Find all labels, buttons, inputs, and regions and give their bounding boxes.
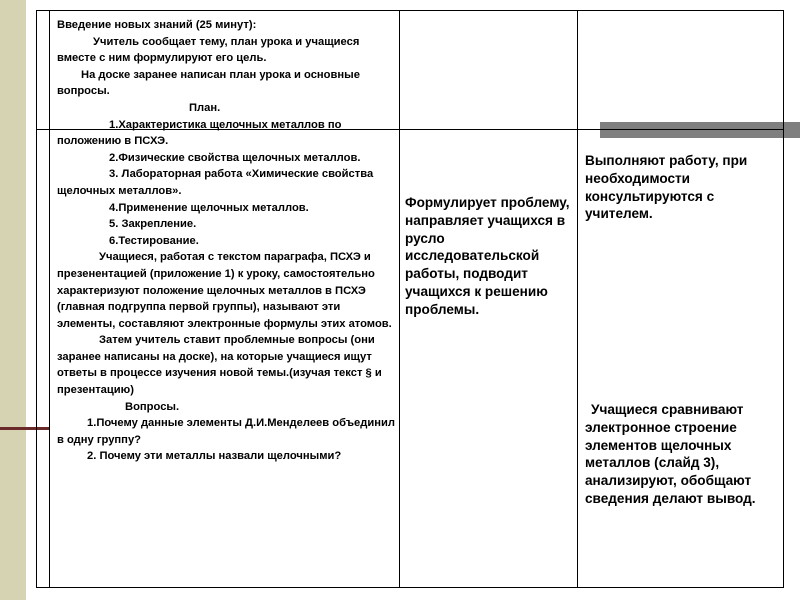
student-activity-cell-2 [585,401,781,508]
student-activity-text-2: Учащиеся сравнивают электронное строение элементов щелочных металлов (слайд 3), анализируют, обобщают сведения делают вывод. [585,402,756,506]
intro-paragraph: Учитель сообщает тему, план урока и учащиеся вместе с ним формулируют его цель. [57,35,360,65]
plan-item: 1.Характеристика щелочных металлов по положению в ПСХЭ. [57,118,342,148]
question-item: 2. Почему эти металлы назвали щелочными? [87,450,342,463]
plan-item: 2.Физические свойства щелочных металлов. [109,151,361,164]
table-inner-left-border [49,11,50,587]
table-column-divider-2 [577,11,578,587]
students-work-paragraph: Учащиеся, работая с текстом параграфа, ПСХЭ и презенентацией (приложение 1) к уроку, самостоятельно характеризуют положение щелочных металлов в ПСХЭ (главная подгруппа первой группы), называют эти элементы, составляют электронные формулы этих атомов. [57,251,392,330]
question-item: 1.Почему данные элементы Д.И.Менделеев объединил в одну группу? [57,417,395,446]
plan-item: 3. Лабораторная работа «Химические свойства щелочных металлов». [57,168,374,197]
plan-item: 5. Закрепление. [109,218,197,231]
board-plan-paragraph: На доске заранее написан план урока и основные вопросы. [57,68,360,98]
left-decorative-band [0,0,26,600]
problem-questions-paragraph: Затем учитель ставит проблемные вопросы (они заранее написаны на доске), на которые учащиеся ищут ответы в процессе изучения новой темы.(изучая текст § и презентацию) [57,334,382,397]
table-column-divider-1 [399,11,400,587]
teacher-activity-text: Формулирует проблему, направляет учащихся в русло исследовательской работы, подводит учащихся к решению проблемы. [405,195,570,317]
lesson-table [36,10,784,588]
stage-column-cell [57,17,397,465]
student-activity-cell-1 [585,152,781,223]
plan-title: План. [189,101,221,114]
student-activity-text-1: Выполняют работу, при необходимости консультируются с учителем. [585,153,748,222]
stage-heading: Введение новых знаний (25 минут): [57,19,257,31]
questions-title: Вопросы. [125,400,180,413]
teacher-activity-cell [405,194,573,319]
plan-item: 4.Применение щелочных металлов. [109,201,309,214]
plan-item: 6.Тестирование. [109,234,199,247]
